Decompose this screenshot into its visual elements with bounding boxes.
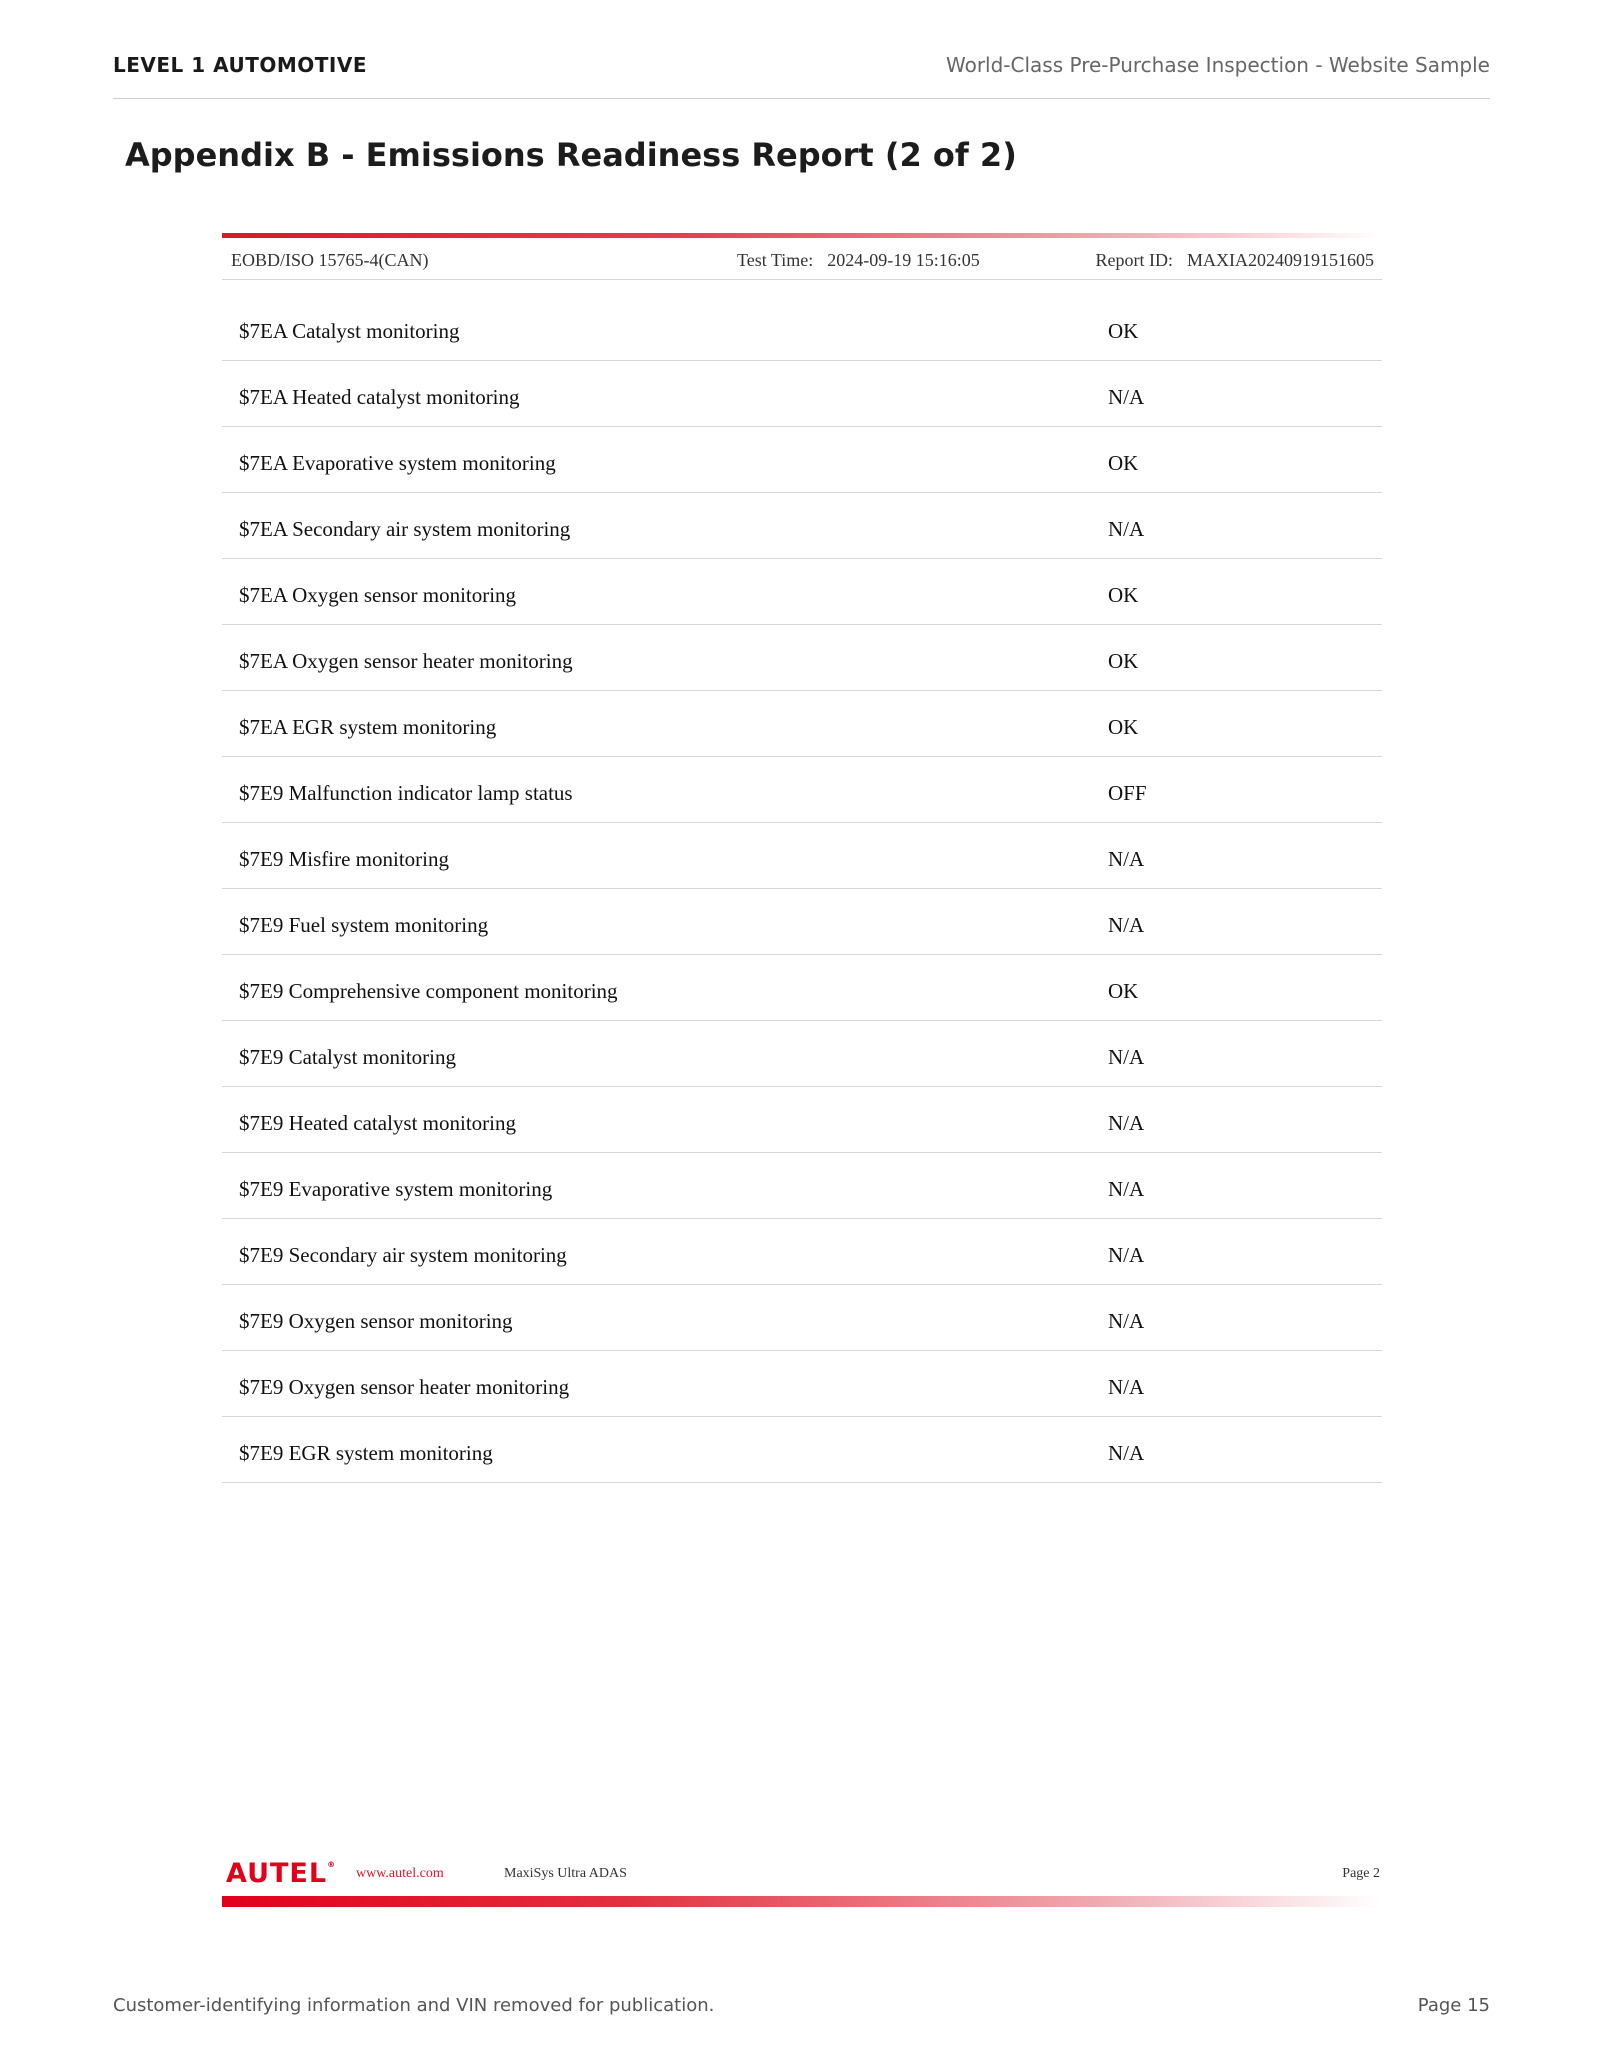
monitor-status: N/A [1108,1045,1145,1069]
table-row [222,1417,1382,1483]
report-meta [222,238,1382,280]
monitor-status: N/A [1108,517,1145,541]
monitor-status: OK [1108,319,1139,343]
monitor-name: $7EA Heated catalyst monitoring [239,385,520,409]
table-row [222,625,1382,691]
page-number: Page 15 [1417,1995,1490,2016]
monitor-name: $7EA Evaporative system monitoring [239,451,556,475]
table-row [222,1087,1382,1153]
table-row [222,1285,1382,1351]
report-id-label: Report ID: [1095,250,1173,270]
monitor-name: $7EA Catalyst monitoring [239,319,460,343]
page-header [113,48,1490,99]
monitor-name: $7E9 Oxygen sensor monitoring [239,1309,513,1333]
monitor-status: N/A [1108,847,1145,871]
monitor-status: N/A [1108,1177,1145,1201]
table-row [222,427,1382,493]
table-row [222,955,1382,1021]
monitor-status: OK [1108,451,1139,475]
monitor-name: $7E9 Evaporative system monitoring [239,1177,553,1201]
monitor-name: $7E9 EGR system monitoring [239,1441,493,1465]
test-time-label: Test Time: [737,250,814,270]
table-row [222,559,1382,625]
monitor-status: N/A [1108,1441,1145,1465]
monitor-status: N/A [1108,1309,1145,1333]
report-id-value: MAXIA20240919151605 [1187,250,1374,270]
table-row [222,361,1382,427]
monitor-name: $7E9 Catalyst monitoring [239,1045,456,1069]
table-row [222,279,1382,361]
monitor-status: OK [1108,649,1139,673]
monitor-status: N/A [1108,1375,1145,1399]
monitor-name: $7E9 Comprehensive component monitoring [239,979,618,1003]
report-id [1096,250,1374,271]
footer-note: Customer-identifying information and VIN removed for publication. [113,1995,715,2016]
monitor-status: N/A [1108,1111,1145,1135]
monitor-name: $7EA EGR system monitoring [239,715,497,739]
autel-logo: AUTEL® [226,1858,337,1889]
test-time [737,250,980,271]
test-time-value: 2024-09-19 15:16:05 [827,250,980,270]
table-row [222,1351,1382,1417]
monitor-status: OFF [1108,781,1147,805]
table-row [222,1219,1382,1285]
monitor-name: $7E9 Heated catalyst monitoring [239,1111,517,1135]
autel-website: www.autel.com [356,1866,444,1881]
report-bottom-bar [222,1896,1382,1907]
monitor-status: N/A [1108,385,1145,409]
brand-name: LEVEL 1 AUTOMOTIVE [113,53,368,77]
table-row [222,1153,1382,1219]
readiness-table [222,279,1382,1483]
emissions-report [222,233,1382,1908]
report-page-number: Page 2 [1342,1866,1380,1881]
monitor-name: $7E9 Malfunction indicator lamp status [239,781,573,805]
monitor-status: OK [1108,583,1139,607]
protocol: EOBD/ISO 15765-4(CAN) [231,250,429,270]
monitor-status: OK [1108,715,1139,739]
monitor-status: OK [1108,979,1139,1003]
page-title: Appendix B - Emissions Readiness Report (2 of 2) [125,136,1017,174]
table-row [222,493,1382,559]
monitor-status: N/A [1108,913,1145,937]
device-name: MaxiSys Ultra ADAS [504,1866,627,1881]
header-subtitle: World-Class Pre-Purchase Inspection - Website Sample [945,53,1490,77]
monitor-name: $7E9 Fuel system monitoring [239,913,489,937]
monitor-name: $7EA Oxygen sensor heater monitoring [239,649,573,673]
table-row [222,823,1382,889]
monitor-name: $7E9 Misfire monitoring [239,847,449,871]
table-row [222,757,1382,823]
monitor-name: $7EA Secondary air system monitoring [239,517,571,541]
table-row [222,1021,1382,1087]
table-row [222,691,1382,757]
monitor-status: N/A [1108,1243,1145,1267]
table-row [222,889,1382,955]
monitor-name: $7E9 Secondary air system monitoring [239,1243,567,1267]
monitor-name: $7E9 Oxygen sensor heater monitoring [239,1375,570,1399]
report-footer [222,1858,1382,1908]
monitor-name: $7EA Oxygen sensor monitoring [239,583,517,607]
